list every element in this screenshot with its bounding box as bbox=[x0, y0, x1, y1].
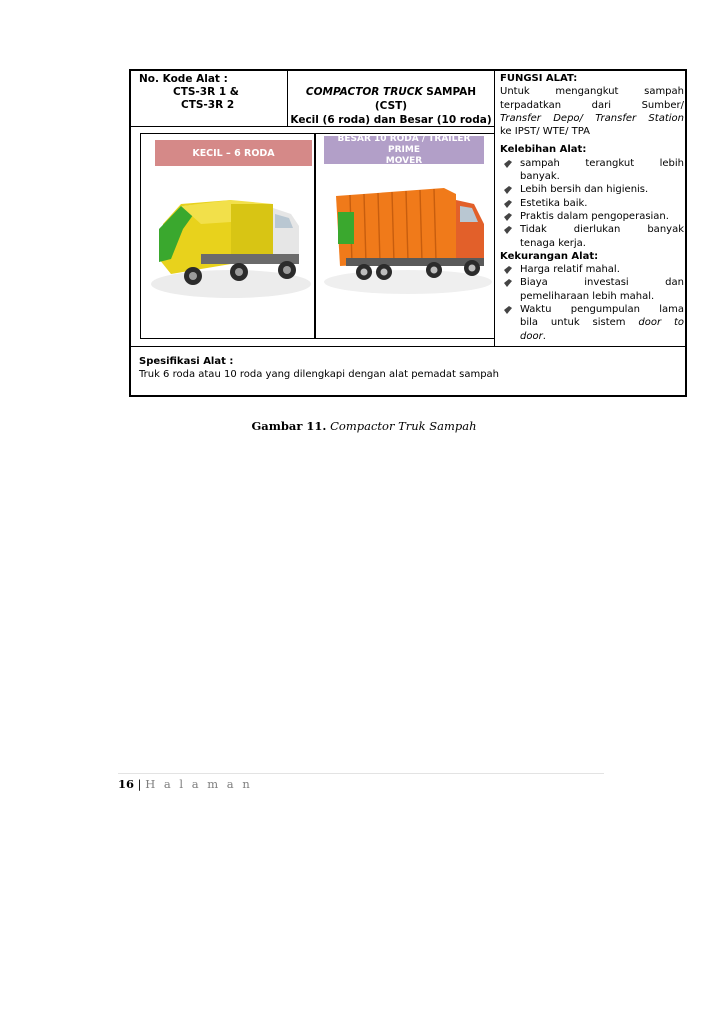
kelebihan-heading: Kelebihan Alat: bbox=[500, 144, 587, 156]
big-truck-label-line-2: MOVER bbox=[385, 155, 423, 166]
kekurangan-list bbox=[500, 263, 684, 343]
kelebihan-3: Estetika baik. bbox=[520, 197, 588, 209]
list-item bbox=[500, 157, 684, 184]
kekurangan-3-line-2-text: bila untuk sistem bbox=[520, 317, 639, 329]
kekurangan-3-line-3 bbox=[520, 330, 684, 343]
list-item bbox=[500, 183, 684, 196]
kekurangan-3-line-3-italic: door bbox=[520, 330, 543, 342]
kode-label: No. Kode Alat : bbox=[139, 73, 228, 85]
list-item bbox=[500, 210, 684, 223]
small-truck-label: KECIL – 6 RODA bbox=[155, 140, 312, 166]
fungsi-cell bbox=[495, 71, 687, 347]
list-item bbox=[500, 303, 684, 343]
figure-caption bbox=[0, 419, 728, 433]
equipment-title-rest: SAMPAH (CST) bbox=[374, 86, 477, 112]
bullet-icon bbox=[504, 160, 512, 168]
kekurangan-3-line-1: Waktu pengumpulan lama bbox=[520, 304, 684, 316]
page-footer bbox=[118, 777, 252, 791]
equipment-title-cell bbox=[288, 71, 495, 127]
list-item bbox=[500, 263, 684, 276]
kekurangan-2-line-2: pemeliharaan lebih mahal. bbox=[520, 290, 655, 302]
kelebihan-5-line-2: tenaga kerja. bbox=[520, 237, 586, 249]
footer-divider bbox=[118, 773, 604, 774]
kelebihan-list bbox=[500, 157, 684, 250]
footer-label: H a l a m a n bbox=[145, 777, 253, 791]
kelebihan-1-line-1: sampah terangkut lebih bbox=[520, 157, 684, 169]
kekurangan-3-line-2-italic: door to bbox=[638, 317, 684, 329]
equipment-title bbox=[288, 85, 494, 113]
kekurangan-2-line-1: Biaya investasi dan bbox=[520, 277, 684, 289]
equipment-table bbox=[129, 69, 687, 397]
fungsi-text-1: Untuk mengangkut sampah bbox=[500, 86, 684, 98]
bullet-icon bbox=[504, 186, 512, 194]
footer-separator: | bbox=[134, 777, 146, 791]
fungsi-text-2: terpadatkan dari Sumber/ bbox=[500, 99, 684, 111]
big-truck-frame bbox=[315, 133, 495, 339]
fungsi-text-4: ke IPST/ WTE/ TPA bbox=[500, 126, 590, 138]
kode-alat-cell bbox=[131, 71, 288, 127]
bullet-icon bbox=[504, 306, 512, 314]
images-cell bbox=[131, 127, 495, 347]
bullet-icon bbox=[504, 213, 512, 221]
bullet-icon bbox=[504, 266, 512, 274]
fungsi-heading: FUNGSI ALAT: bbox=[500, 73, 578, 84]
page-number: 16 bbox=[118, 777, 135, 791]
caption-title: Compactor Truk Sampah bbox=[326, 419, 477, 433]
bullet-icon bbox=[504, 200, 512, 208]
spesifikasi-text: Truk 6 roda atau 10 roda yang dilengkapi dengan alat pemadat sampah bbox=[139, 369, 500, 380]
equipment-subtitle: Kecil (6 roda) dan Besar (10 roda) bbox=[290, 114, 492, 126]
kekurangan-3-line-2 bbox=[520, 316, 684, 329]
caption-label: Gambar 11. bbox=[251, 419, 327, 433]
big-compactor-truck-image bbox=[316, 134, 494, 338]
list-item bbox=[500, 223, 684, 250]
small-compactor-truck-image bbox=[141, 134, 314, 338]
list-item bbox=[500, 197, 684, 210]
bullet-icon bbox=[504, 226, 512, 234]
kelebihan-2: Lebih bersih dan higienis. bbox=[520, 184, 649, 196]
big-truck-label-line-1: BESAR 10 RODA / TRAILER PRIME bbox=[337, 133, 471, 155]
list-item bbox=[500, 276, 684, 303]
kelebihan-1-line-2: banyak. bbox=[520, 171, 560, 183]
spesifikasi-heading: Spesifikasi Alat : bbox=[139, 356, 234, 367]
kelebihan-4: Praktis dalam pengoperasian. bbox=[520, 210, 669, 222]
kekurangan-heading: Kekurangan Alat: bbox=[500, 250, 599, 262]
kekurangan-3-line-3-text: . bbox=[542, 330, 546, 342]
kelebihan-5-line-1: Tidak dierlukan banyak bbox=[520, 224, 684, 236]
equipment-title-italic: COMPACTOR TRUCK bbox=[305, 86, 423, 98]
spesifikasi-cell bbox=[131, 347, 687, 395]
bullet-icon bbox=[504, 279, 512, 287]
kode-line-1: CTS-3R 1 & bbox=[173, 86, 239, 98]
small-truck-frame bbox=[140, 133, 315, 339]
kekurangan-1: Harga relatif mahal. bbox=[520, 264, 620, 276]
kode-line-2: CTS-3R 2 bbox=[181, 99, 235, 111]
fungsi-text-3: Transfer Depo/ Transfer Station bbox=[500, 112, 684, 124]
